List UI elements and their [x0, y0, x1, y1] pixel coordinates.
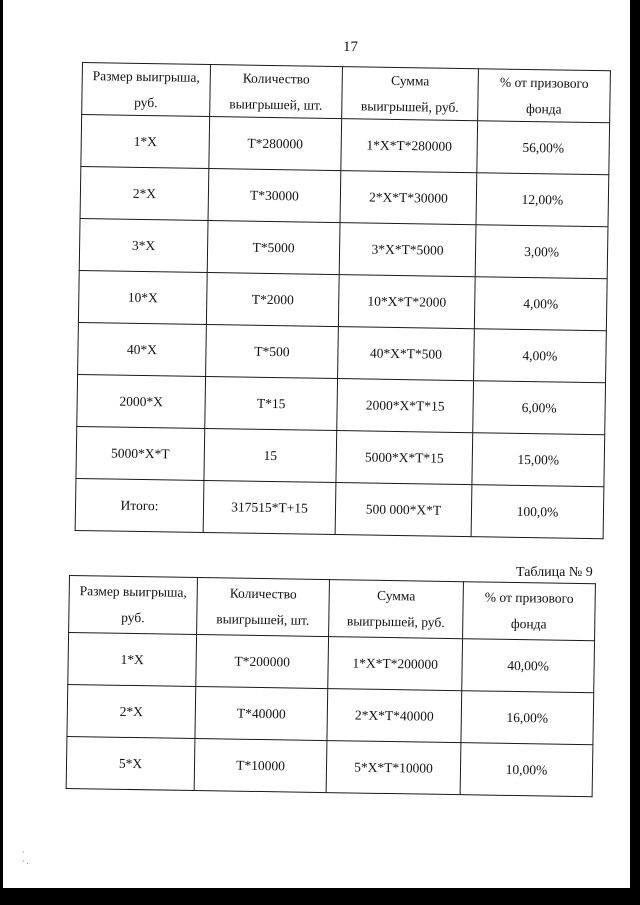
- table-cell: 5*X: [66, 736, 195, 790]
- table-cell: 10*X: [78, 271, 207, 325]
- table-row: [66, 736, 593, 796]
- column-header-line: выигрышей, руб.: [346, 613, 445, 630]
- table-cell: 5000*X*T*15: [336, 431, 473, 485]
- column-header: [478, 69, 611, 123]
- column-header: [82, 63, 211, 117]
- scan-edge-bottom: [0, 888, 640, 905]
- table-cell: 12,00%: [476, 173, 609, 227]
- column-header-line: % от призового: [484, 589, 574, 607]
- table-cell: T*500: [206, 325, 339, 379]
- table-cell: 40,00%: [462, 639, 595, 693]
- table-cell: 3*X: [79, 219, 208, 273]
- table-cell: 2000*X*T*15: [337, 379, 474, 433]
- table-cell: 2*X: [80, 167, 209, 221]
- column-header: [69, 576, 198, 635]
- column-header-line: % от призового: [499, 74, 589, 91]
- table-cell: 56,00%: [477, 121, 610, 175]
- table-cell: T*2000: [206, 273, 339, 327]
- column-header: [342, 67, 479, 121]
- table-row: [78, 323, 607, 383]
- table-cell: 10,00%: [460, 743, 593, 797]
- table-cell: 3,00%: [475, 225, 608, 279]
- table-cell: 3*X*T*5000: [339, 223, 476, 277]
- page-number: 17: [343, 39, 358, 55]
- column-header-line: руб.: [121, 609, 145, 626]
- table-cell: 2*X*T*40000: [327, 689, 462, 743]
- table-row: [80, 167, 609, 227]
- column-header: [197, 578, 330, 637]
- prize-table-2: [66, 575, 596, 797]
- column-header-line: Сумма: [391, 72, 430, 89]
- table-row: [81, 115, 610, 175]
- column-header-line: руб.: [134, 94, 158, 110]
- column-header-line: фонда: [525, 100, 562, 117]
- table-caption: Таблица № 9: [516, 565, 593, 580]
- column-header-line: выигрышей, руб.: [360, 98, 459, 115]
- table-header-row: [69, 576, 596, 641]
- table-cell: 4,00%: [474, 277, 607, 331]
- column-header-line: Сумма: [376, 588, 416, 604]
- table-cell: 15: [204, 429, 337, 483]
- column-header-line: Размер выигрыша,: [92, 68, 200, 85]
- table-cell: T*40000: [195, 687, 328, 741]
- column-header: [210, 65, 343, 119]
- scan-specks: · · .: [22, 848, 29, 866]
- table-cell: 317515*T+15: [203, 481, 336, 535]
- table-cell: 500 000*X*T: [335, 483, 472, 537]
- table-header-row: [82, 63, 611, 124]
- table-row: [79, 219, 608, 279]
- table-cell: T*30000: [208, 169, 341, 223]
- column-header-line: выигрышей, шт.: [216, 611, 310, 628]
- column-header: [463, 582, 596, 641]
- table-cell: 1*X*T*280000: [341, 119, 478, 173]
- table-row: [76, 427, 605, 487]
- scan-edge-right: [630, 0, 640, 905]
- table-cell: 6,00%: [473, 381, 606, 435]
- table-cell: 40*X*T*500: [338, 327, 475, 381]
- table-cell: 1*X: [68, 633, 197, 687]
- table-row: [78, 271, 607, 331]
- table-cell: 4,00%: [474, 329, 607, 383]
- table-cell: 15,00%: [472, 433, 605, 487]
- table-cell: 5*X*T*10000: [326, 741, 461, 795]
- table-cell: T*15: [205, 377, 338, 431]
- table-cell: 2*X*T*30000: [340, 171, 477, 225]
- table-row: [75, 479, 604, 539]
- table-row: [77, 375, 606, 435]
- table-cell: T*10000: [194, 738, 327, 792]
- column-header-line: выигрышей, шт.: [229, 95, 323, 113]
- prize-table-1: [75, 62, 611, 540]
- column-header-line: фонда: [510, 615, 547, 632]
- column-header-line: Количество: [242, 70, 310, 87]
- table-cell: T*200000: [196, 635, 329, 689]
- table-cell: 1*X: [81, 115, 210, 169]
- column-header: [329, 580, 464, 639]
- table-cell: 10*X*T*2000: [338, 275, 475, 329]
- table-row: [68, 633, 595, 693]
- table-cell: 100,0%: [471, 485, 604, 539]
- column-header-line: Количество: [229, 585, 297, 602]
- table-cell: 5000*X*T: [76, 427, 205, 481]
- table-cell: 40*X: [78, 323, 207, 377]
- table-cell: 1*X*T*200000: [328, 637, 463, 691]
- table-cell: 2000*X: [77, 375, 206, 429]
- table-cell: Итого:: [75, 479, 204, 533]
- scan-edge-left: [0, 0, 3, 905]
- table-cell: T*280000: [209, 117, 342, 171]
- table-cell: 16,00%: [461, 691, 594, 745]
- table-row: [67, 684, 594, 744]
- column-header-line: Размер выигрыша,: [79, 583, 187, 601]
- table-cell: 2*X: [67, 684, 196, 738]
- table-cell: T*5000: [207, 221, 340, 275]
